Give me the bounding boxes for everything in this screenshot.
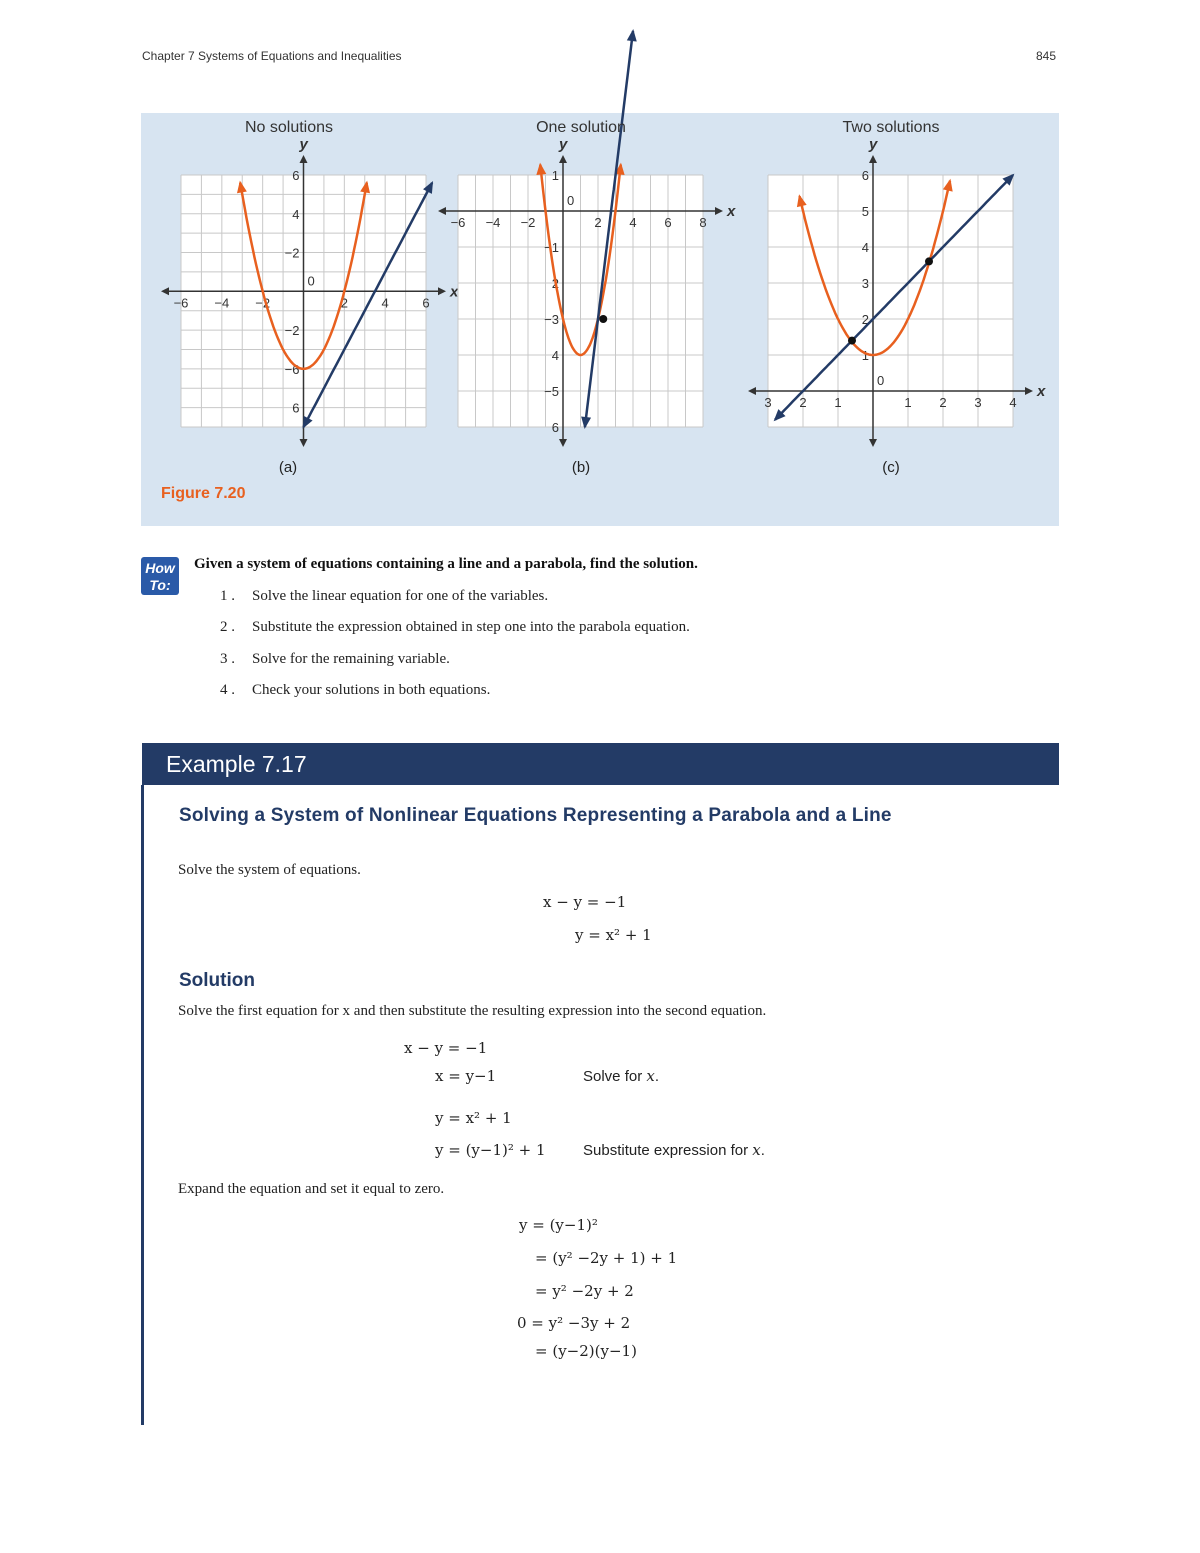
solve-note-2-text: Substitute expression for (583, 1142, 753, 1159)
y-axis-label: y (869, 136, 878, 153)
y-tick-label: 6 (292, 168, 300, 183)
graph-c-title: Two solutions (842, 119, 940, 136)
x-axis-label: x (450, 283, 459, 301)
how-to-step (220, 588, 548, 605)
expand-line-4: 0 = y² −3y + 2 (517, 1314, 631, 1332)
x-tick-label: 2 (939, 395, 947, 410)
y-axis-arrow-up (869, 155, 877, 163)
graph-b-title: One solution (536, 119, 626, 136)
solve-note-2-end: . (760, 1142, 765, 1159)
graph-a-label: (a) (278, 459, 298, 476)
y-tick-label: 4 (551, 348, 559, 363)
example-prompt: Solve the system of equations. (178, 862, 361, 878)
x-axis-arrow-right (715, 207, 723, 215)
graph-a (161, 113, 459, 476)
x-tick-label: −2 (255, 295, 271, 311)
y-axis-arrow-down (559, 439, 567, 447)
x-axis-arrow-left (438, 207, 446, 215)
x-tick-label: 6 (422, 295, 430, 311)
x-tick-label: 1 (904, 395, 912, 410)
x-tick-label: 4 (629, 215, 637, 230)
x-axis-arrow-left (748, 387, 756, 395)
y-tick-label: 4 (861, 240, 869, 255)
y-tick-label: −2 (284, 323, 300, 339)
x-axis-arrow-left (161, 287, 169, 295)
page-number: 845 (1036, 49, 1057, 63)
expand-line-5: = (y−2)(y−1) (535, 1342, 637, 1360)
y-axis-label: y (299, 136, 308, 153)
step-number: 4 . (220, 682, 235, 698)
solve-note-1-end: . (654, 1068, 660, 1085)
step-text: Solve for the remaining variable. (252, 651, 450, 667)
y-axis-arrow-up (300, 155, 308, 163)
step-number: 2 . (220, 619, 235, 635)
solve-line-1: x − y = −1 (404, 1039, 488, 1057)
y-axis-arrow-down (300, 439, 308, 447)
solve-note-2 (583, 1141, 765, 1159)
y-tick-label: 4 (292, 206, 300, 222)
how-to-title: Given a system of equations containing a line and a parabola, find the solution. (194, 556, 698, 572)
graph-a-title: No solutions (244, 119, 334, 136)
step-text: Check your solutions in both equations. (252, 682, 491, 698)
y-tick-label: 2 (551, 276, 559, 291)
solve-note-1-text: Solve for (583, 1068, 647, 1085)
intersection-point (848, 337, 856, 345)
how-to-step (220, 682, 490, 699)
x-tick-label: −4 (485, 215, 501, 230)
y-tick-label: 1 (861, 348, 869, 363)
expand-line-1: y = (y−1)² (519, 1216, 598, 1234)
x-tick-label: −6 (173, 295, 189, 311)
y-axis-label: y (559, 136, 568, 153)
y-tick-label: −3 (544, 312, 559, 327)
x-axis-label: x (727, 203, 736, 220)
solution-heading: Solution (179, 970, 255, 991)
example-header-bar (142, 743, 1059, 785)
how-to-step (220, 619, 690, 636)
example-title: Example 7.17 (166, 751, 307, 777)
how-to-step (220, 651, 450, 668)
solve-line-2: x = y−1 (435, 1067, 497, 1085)
x-tick-label: −6 (450, 215, 466, 230)
solve-note-1-var: x (646, 1067, 655, 1085)
graph-c-plot (746, 113, 1051, 453)
x-tick-label: 3 (764, 395, 772, 410)
y-tick-label: 6 (861, 168, 869, 183)
how-to-icon-text-1: How (145, 560, 175, 576)
y-tick-label: −2 (284, 245, 300, 261)
how-to-icon (141, 557, 179, 595)
intersection-point (925, 257, 933, 265)
solve-note-1 (583, 1067, 659, 1085)
step-text: Solve the linear equation for one of the variables. (252, 588, 549, 604)
figure (141, 113, 1059, 526)
solution-intro: Solve the first equation for x and then substitute the resulting expression into the second equation. (178, 1003, 767, 1019)
graph-b (436, 113, 746, 476)
graph-c (746, 113, 1051, 476)
x-tick-label: 8 (699, 215, 707, 230)
graph-a-plot (161, 113, 459, 453)
intersection-point (599, 315, 607, 323)
x-tick-label: 2 (799, 395, 807, 410)
x-tick-label: 4 (381, 295, 389, 311)
x-axis-label: x (1037, 383, 1046, 400)
expand-intro: Expand the equation and set it equal to zero. (178, 1181, 445, 1197)
expand-line-2: = (y² −2y + 1) + 1 (535, 1249, 678, 1267)
y-axis-arrow-up (559, 155, 567, 163)
x-tick-label: 2 (594, 215, 602, 230)
graph-b-plot (436, 113, 746, 453)
y-tick-label: −5 (544, 384, 559, 399)
graph-b-label: (b) (571, 459, 591, 476)
system-equation-2: y = x² + 1 (575, 926, 652, 944)
system-equation-1: x − y = −1 (543, 893, 627, 911)
y-tick-label: −6 (284, 361, 300, 377)
origin-label: 0 (877, 373, 885, 388)
x-tick-label: −2 (520, 215, 536, 230)
y-tick-label: 6 (292, 400, 300, 416)
figure-caption: Figure 7.20 (161, 485, 246, 502)
parabola-arrowhead (536, 163, 546, 175)
how-to-icon-text-2: To: (149, 577, 171, 593)
x-tick-label: 4 (1009, 395, 1017, 410)
x-tick-label: 6 (664, 215, 672, 230)
chapter-header: Chapter 7 Systems of Equations and Inequalities (142, 49, 402, 63)
x-tick-label: 1 (834, 395, 842, 410)
step-number: 1 . (220, 588, 235, 604)
example-left-rule (141, 785, 144, 1425)
origin-label: 0 (307, 273, 315, 289)
step-number: 3 . (220, 651, 235, 667)
y-tick-label: 3 (861, 276, 869, 291)
expand-line-3: = y² −2y + 2 (535, 1282, 634, 1300)
y-tick-label: 2 (861, 312, 869, 327)
x-tick-label: 2 (340, 295, 348, 311)
graph-c-label: (c) (882, 459, 900, 476)
x-axis-arrow-right (1025, 387, 1033, 395)
x-tick-label: 3 (974, 395, 982, 410)
y-tick-label: 1 (551, 168, 559, 183)
solve-line-3: y = x² + 1 (435, 1109, 512, 1127)
y-tick-label: 6 (551, 420, 559, 435)
y-axis-arrow-down (869, 439, 877, 447)
y-tick-label: 5 (861, 204, 869, 219)
solve-note-2-var: x (752, 1141, 761, 1159)
origin-label: 0 (567, 193, 575, 208)
example-subtitle: Solving a System of Nonlinear Equations Representing a Parabola and a Line (179, 805, 892, 826)
solve-line-4: y = (y−1)² + 1 (435, 1141, 546, 1159)
y-tick-label: −1 (544, 240, 559, 255)
step-text: Substitute the expression obtained in step one into the parabola equation. (252, 619, 690, 635)
x-tick-label: −4 (214, 295, 230, 311)
